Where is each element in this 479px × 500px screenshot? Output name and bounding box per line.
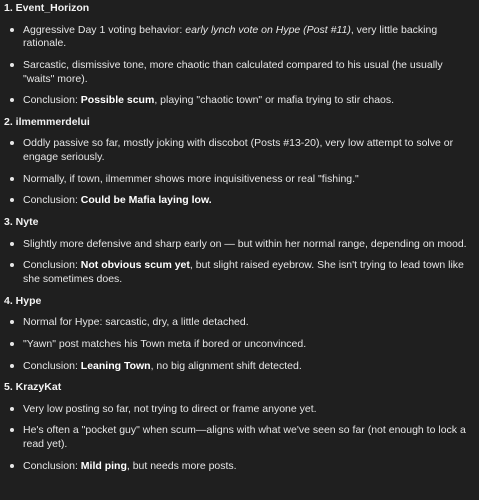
bullet-text: Oddly passive so far, mostly joking with discobot (Posts #13-20), very low attempt to solve or engage seriously. xyxy=(23,137,454,164)
section-title: 3. Nyte xyxy=(4,216,39,229)
bullet-emphasis: early lynch vote on Hype (Post #11) xyxy=(185,23,351,36)
list-item xyxy=(4,194,473,208)
bullet-dot-icon xyxy=(10,464,14,468)
list-item xyxy=(4,173,473,187)
bullet-list xyxy=(4,316,473,373)
bullet-strong: Could be Mafia laying low. xyxy=(80,194,212,207)
bullet-dot-icon xyxy=(10,428,14,432)
bullet-text: Conclusion: xyxy=(23,94,81,107)
bullet-dot-icon xyxy=(10,342,14,346)
bullet-dot-icon xyxy=(10,141,14,145)
bullet-text-tail: , no big alignment shift detected. xyxy=(150,359,302,372)
list-item xyxy=(4,460,473,474)
bullet-strong: Not obvious scum yet xyxy=(80,259,190,272)
bullet-dot-icon xyxy=(10,98,14,102)
bullet-dot-icon xyxy=(10,364,14,368)
list-item xyxy=(4,403,473,417)
list-item xyxy=(4,24,473,51)
list-item xyxy=(4,360,473,374)
list-item xyxy=(4,338,473,352)
bullet-text: "Yawn" post matches his Town meta if bored or unconvinced. xyxy=(23,337,307,350)
bullet-text: Sarcastic, dismissive tone, more chaotic than calculated compared to his usual (he usually "waits" more). xyxy=(23,58,443,85)
bullet-text: Slightly more defensive and sharp early on — but within her normal range, depending on mood. xyxy=(23,237,467,250)
bullet-list xyxy=(4,403,473,474)
bullet-dot-icon xyxy=(10,198,14,202)
section-hype xyxy=(4,295,473,374)
list-item xyxy=(4,137,473,164)
bullet-text: Very low posting so far, not trying to direct or frame anyone yet. xyxy=(23,402,317,415)
bullet-dot-icon xyxy=(10,63,14,67)
bullet-list xyxy=(4,137,473,208)
section-title: 5. KrazyKat xyxy=(4,381,62,394)
bullet-text: Conclusion: xyxy=(23,259,81,272)
bullet-text: Conclusion: xyxy=(23,194,81,207)
bullet-text: He's often a "pocket guy" when scum—aligns with what we've seen so far (not enough to lock a read yet). xyxy=(23,424,466,451)
bullet-dot-icon xyxy=(10,263,14,267)
bullet-dot-icon xyxy=(10,28,14,32)
bullet-text: Aggressive Day 1 voting behavior: xyxy=(23,23,186,36)
section-title: 4. Hype xyxy=(4,294,42,307)
bullet-list xyxy=(4,24,473,108)
list-item xyxy=(4,259,473,286)
bullet-dot-icon xyxy=(10,177,14,181)
bullet-dot-icon xyxy=(10,320,14,324)
bullet-text: Normally, if town, ilmemmer shows more inquisitiveness or real "fishing." xyxy=(23,172,359,185)
bullet-dot-icon xyxy=(10,242,14,246)
section-nyte xyxy=(4,216,473,287)
list-item xyxy=(4,94,473,108)
bullet-text-tail: , playing "chaotic town" or mafia trying to stir chaos. xyxy=(154,94,395,107)
bullet-text-tail: , but slight raised eyebrow. She isn't trying to lead town like she sometimes does. xyxy=(23,259,464,285)
section-event-horizon xyxy=(4,2,473,108)
section-title: 2. ilmemmerdelui xyxy=(4,115,90,128)
bullet-strong: Mild ping xyxy=(80,459,127,472)
list-item xyxy=(4,59,473,86)
bullet-text-tail: , but needs more posts. xyxy=(126,459,237,472)
section-krazykat xyxy=(4,381,473,473)
section-ilmemmerdelui xyxy=(4,116,473,208)
bullet-strong: Possible scum xyxy=(80,94,155,107)
list-item xyxy=(4,316,473,330)
list-item xyxy=(4,238,473,252)
list-item xyxy=(4,424,473,451)
bullet-strong: Leaning Town xyxy=(80,359,151,372)
bullet-text: Conclusion: xyxy=(23,359,81,372)
bullet-text: Conclusion: xyxy=(23,459,81,472)
bullet-list xyxy=(4,238,473,287)
bullet-text-tail: , very little backing rationale. xyxy=(23,23,438,50)
bullet-dot-icon xyxy=(10,407,14,411)
section-title: 1. Event_Horizon xyxy=(4,2,90,14)
bullet-text: Normal for Hype: sarcastic, dry, a little detached. xyxy=(23,316,249,329)
